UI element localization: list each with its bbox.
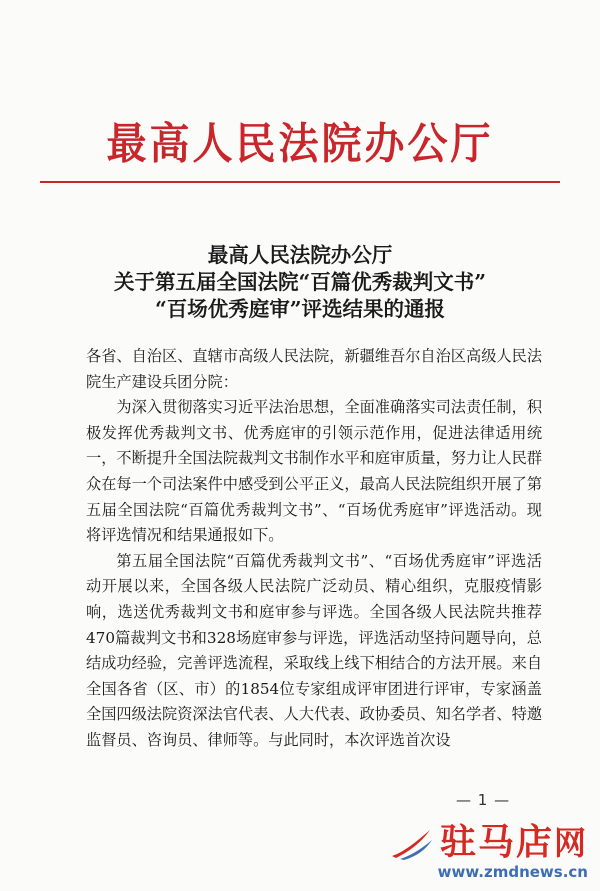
title-line-2: 关于第五届全国法院“百篇优秀裁判文书” <box>113 270 487 294</box>
title-line-1: 最高人民法院办公厅 <box>207 243 393 267</box>
watermark-logo <box>390 823 588 863</box>
watermark-logo-text <box>440 823 588 863</box>
title-line-3: “百场优秀庭审”评选结果的通报 <box>154 297 446 321</box>
body-paragraph-1: 为深入贯彻落实习近平法治思想，全面准确落实司法责任制，积极发挥优秀裁判文书、优秀庭审的引领示范作用，促进法律适用统一，不断提升全国法院裁判文书制作水平和庭审质量，努力让人民群众在每一个司法案件中感受到公平正义，最高人民法院组织开展了第五届全国法院“百篇优秀裁判文书”、“百场优秀庭审”评选活动。现将评选情况和结果通报如下。 <box>86 398 542 545</box>
swoosh-logo-icon <box>390 826 434 860</box>
letterhead-divider <box>40 181 560 183</box>
addressee: 各省、自治区、直辖市高级人民法院，新疆维吾尔自治区高级人民法院生产建设兵团分院： <box>86 347 542 391</box>
document-title <box>0 242 600 323</box>
site-watermark <box>390 823 588 881</box>
body-paragraph-2: 第五届全国法院“百篇优秀裁判文书”、“百场优秀庭审”评选活动开展以来，全国各级人民法院广泛动员、精心组织，克服疫情影响，选送优秀裁判文书和庭审参与评选。全国各级人民法院共推荐470篇裁判文书和328场庭审参与评选，评选活动坚持问题导向，总结成功经验，完善评选流程，采取线上线下相结合的方法开展。来自全国各省（区、市）的1854位专家组成评审团进行评审，专家涵盖全国四级法院资深法官代表、人大代表、政协委员、知名学者、特邀监督员、咨询员、律师等。与此同时，本次评选首次设 <box>86 551 542 749</box>
watermark-url: www.zmdnews.cn <box>437 863 588 881</box>
letterhead: 最高人民法院办公厅 <box>106 119 494 170</box>
watermark-suffix: 网 <box>553 824 588 862</box>
document-body <box>86 344 542 754</box>
watermark-name: 驻马店 <box>439 822 554 863</box>
page-number: — 1 — <box>456 791 511 809</box>
